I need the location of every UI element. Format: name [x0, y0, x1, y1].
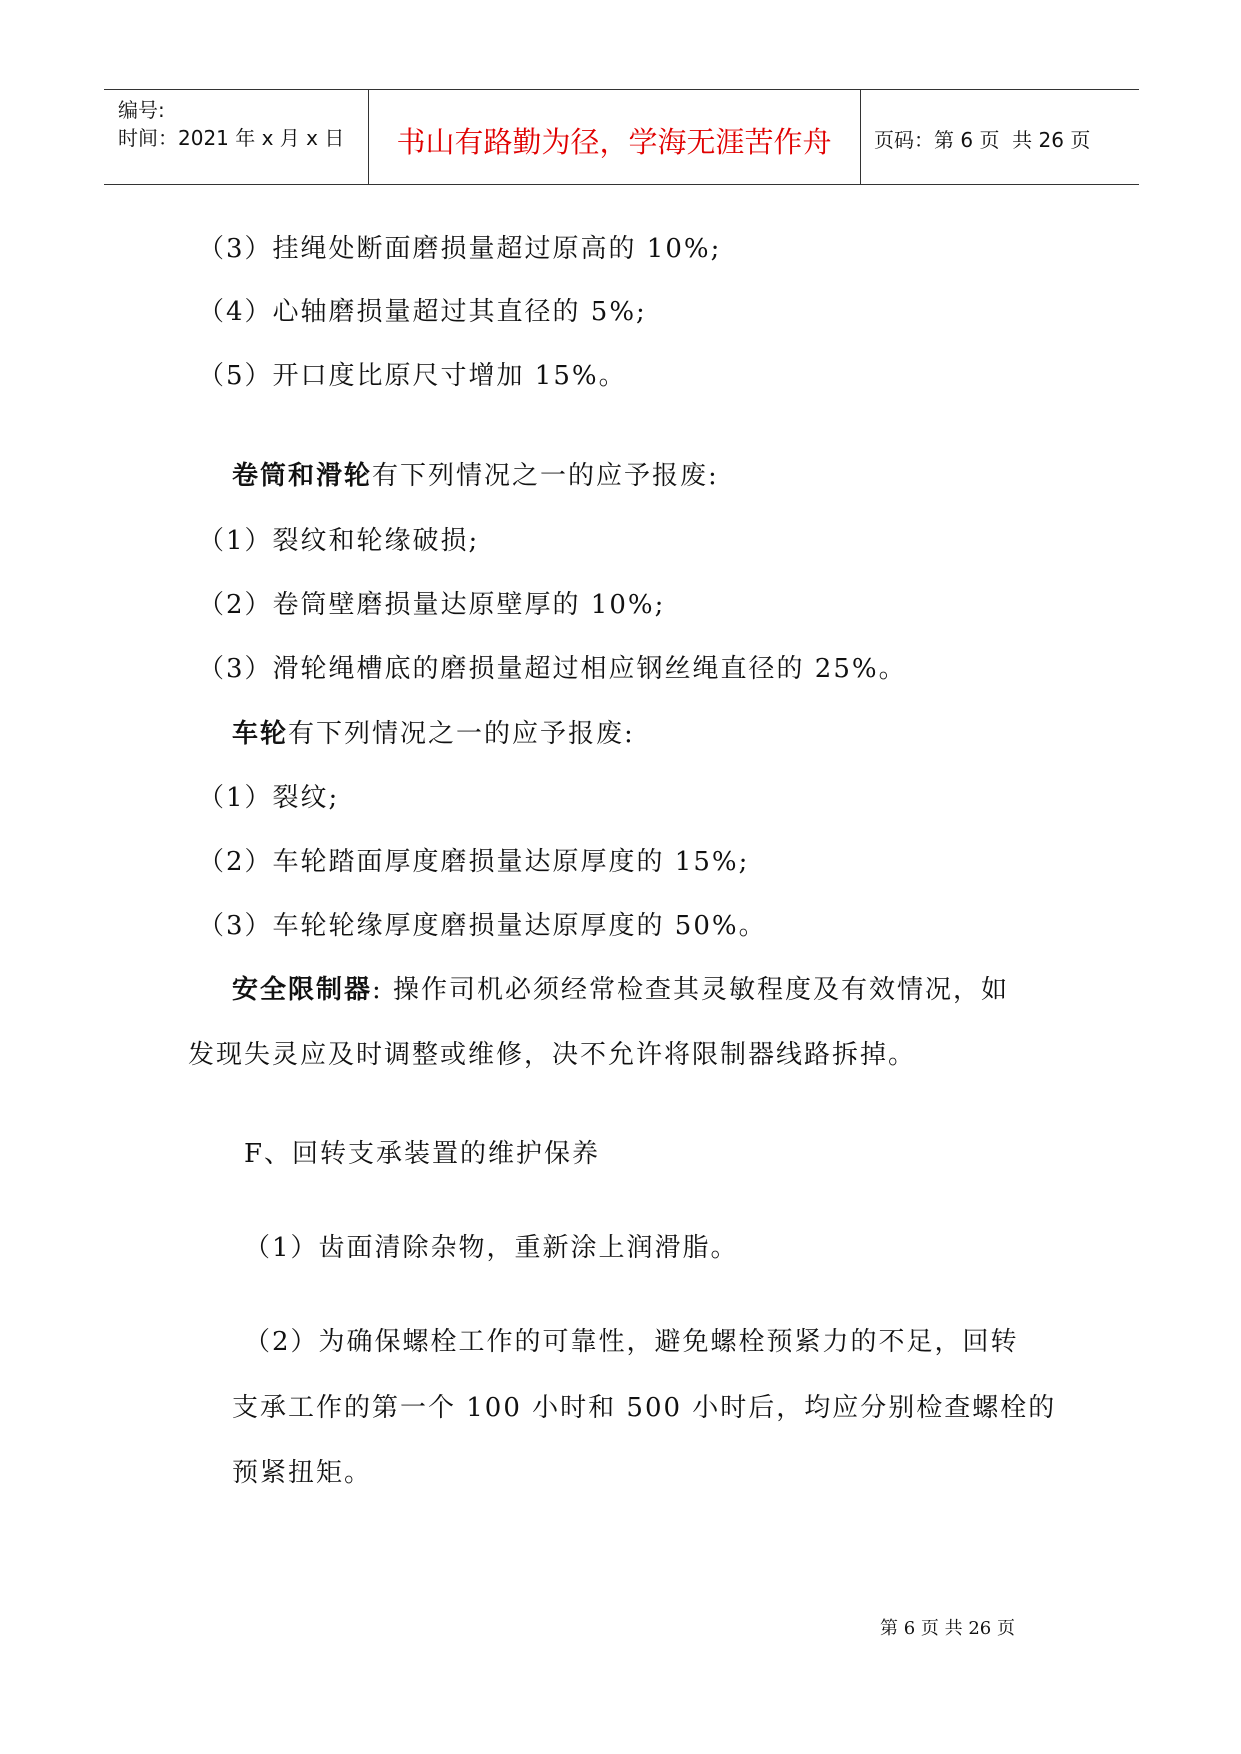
paragraph-line: 发现失灵应及时调整或维修，决不允许将限制器线路拆掉。: [188, 1040, 917, 1070]
header-right-cell: [860, 90, 1139, 184]
header-page-info: 页码：第 6 页 共 26 页: [874, 128, 1091, 152]
paragraph-line: [232, 455, 719, 492]
paragraph-line: （5）开口度比原尺寸增加 15%。: [198, 361, 627, 391]
page-footer: 第 6 页 共 26 页: [880, 1618, 1015, 1639]
paragraph-line: 支承工作的第一个 100 小时和 500 小时后，均应分别检查螺栓的: [232, 1393, 1057, 1423]
section-title: F、回转支承装置的维护保养: [244, 1139, 601, 1169]
section-heading-reel-pulley: 卷筒和滑轮: [232, 461, 373, 491]
header-motto: 书山有路勤为径，学海无涯苦作舟: [396, 125, 832, 159]
paragraph-text: 有下列情况之一的应予报废:: [372, 461, 719, 491]
document-number-label: 编号:: [118, 98, 165, 122]
paragraph-line: （1）齿面清除杂物，重新涂上润滑脂。: [244, 1233, 739, 1263]
paragraph-line: 预紧扭矩。: [232, 1458, 373, 1488]
paragraph-text: 有下列情况之一的应予报废:: [288, 719, 635, 749]
paragraph-line: （2）车轮踏面厚度磨损量达原厚度的 15%;: [198, 847, 750, 877]
document-time-label: 时间：2021 年 x 月 x 日: [118, 126, 345, 150]
page-header: [104, 89, 1139, 185]
paragraph-text: : 操作司机必须经常检查其灵敏程度及有效情况，如: [372, 975, 1010, 1005]
paragraph-line: （2）为确保螺栓工作的可靠性，避免螺栓预紧力的不足，回转: [244, 1327, 1019, 1357]
header-left-cell: [104, 90, 369, 184]
paragraph-line: （3）车轮轮缘厚度磨损量达原厚度的 50%。: [198, 911, 767, 941]
section-heading-wheel: 车轮: [232, 719, 289, 749]
paragraph-line: （4）心轴磨损量超过其直径的 5%;: [198, 297, 647, 327]
header-middle-cell: [368, 90, 861, 184]
paragraph-line: （1）裂纹和轮缘破损;: [198, 526, 480, 556]
paragraph-line: （1）裂纹;: [198, 783, 340, 813]
paragraph-line: （3）挂绳处断面磨损量超过原高的 10%;: [198, 234, 722, 264]
paragraph-line: （3）滑轮绳槽底的磨损量超过相应钢丝绳直径的 25%。: [198, 654, 907, 684]
section-heading-safety-limiter: 安全限制器: [232, 975, 373, 1005]
paragraph-line: [232, 713, 635, 750]
paragraph-line: [232, 969, 1009, 1006]
paragraph-line: （2）卷筒壁磨损量达原壁厚的 10%;: [198, 590, 666, 620]
